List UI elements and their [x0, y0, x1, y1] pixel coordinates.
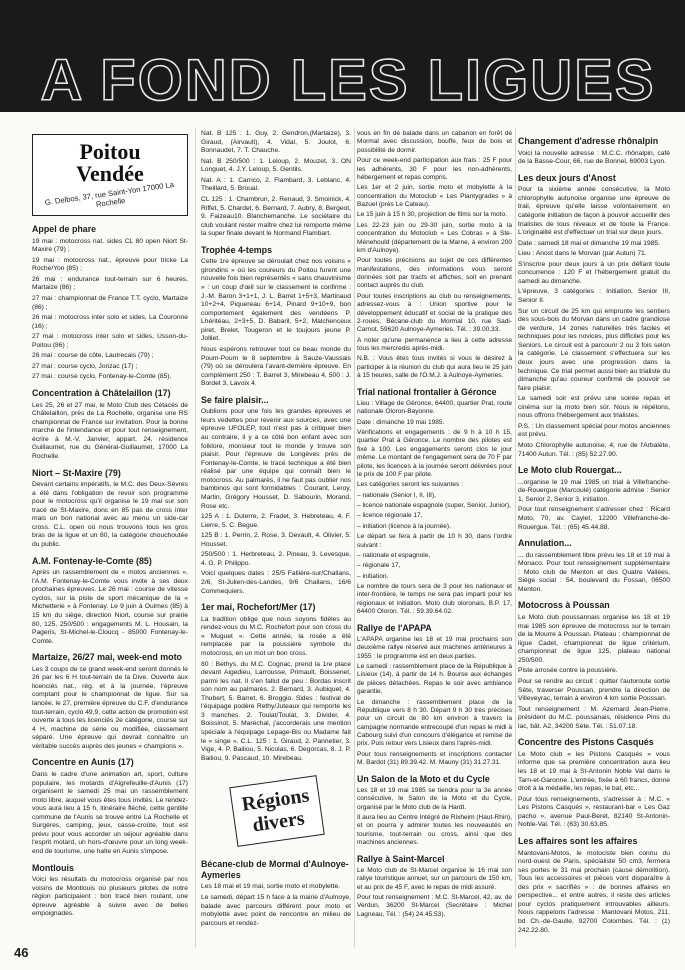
column-3-articles: [357, 130, 512, 919]
article-paragraph: ...organise le 19 mai 1985 un trial à Villefranche-de-Rouergue (Marcoulé) catégorie admise : Senior 1, Senior 2, Senior 3, initiation.: [518, 478, 670, 503]
article-paragraph: Le 15 juin à 15 h 30, projection de films sur la moto.: [357, 211, 507, 219]
article-paragraph: Devant certains impératifs, le M.C. des Deux-Sèvres a été dans l'obligation de revoir son programme pour le motocross qu'il organise le 19 mai sur son tracé de St-Maxire, donc en 85 pas de cross inter mais un bon national avec au menu un side-car cross. C.L. open où nous trouvons tous les gros bras de la ligue et un 80, la catégorie chouchoutée du public.: [32, 481, 188, 548]
article-paragraph: 125 A : 1. Duterre, 2. Fradet, 3. Hebreteau, 4. F. Lierre, 5. C. Begue.: [201, 513, 351, 529]
article-heading: Un Salon de la Moto et du Cycle: [357, 773, 490, 784]
article-paragraph: Le Moto club de St-Marcel organise le 16 mai son rallye touristique annuel, sur un parcours de 150 km, et au prix de 45 F, avec le repas de midi assuré.: [357, 866, 512, 891]
column-2-articles: [201, 245, 351, 764]
regions-line: divers: [251, 807, 306, 837]
article-paragraph: ... du rassemblement libre prévu les 18 et 19 mai à Monaco. Pour tout renseignement supplémentaire : Moto club de Menton et des Quatre Vallées, Siège social : 54, boulevard du Fossan, 06500 Menton.: [518, 551, 670, 593]
article-paragraph: – nationale (Senior I, II, III),: [357, 491, 436, 499]
column-divider: [515, 128, 516, 948]
article-paragraph: Les 3 coups de ce grand week-end seront donnés le 26 par les 6 H tout-terrain de la Dive. Ouverte aux licenciés nat., rég. et à la journée, l'épreuve comptant pour le championnat de ligue. Sur sa lancée, le 27, première épreuve du C.F. d'endurance tout-terrain, cyclo 49,9, cette action de promotion est ouverte à tous les licenciés 2e catégorie, course sur 4 H, machine de série ou modifiée, classement séparé. Une épreuve qui devrait connaître un véritable succès auprès des jeunes « champions ».: [32, 665, 188, 750]
article-paragraph: Le nombre de tours sera de 3 pour les nationaux et inter-frontière, le temps ne sera pas imparti pour les régionaux et initiation. Moto club oloronais, B.P. 17, 64400 Oloron. Tél. : 59.39.64.02.: [357, 583, 512, 616]
article-paragraph: Voici quelques dates : 25/5 Fallière-sur/Challans, 2/6, St-Julien-des-Landes, 9/6 Challans, 16/6 Commequiers.: [201, 570, 351, 595]
banner-title: A FOND LES LIGUES: [40, 48, 656, 112]
column-1-articles: [32, 224, 188, 919]
column-divider: [354, 128, 355, 948]
article-paragraph: Le samedi soir est prévu une soirée repas et cinéma sur la moto bien sûr. Nous le répétons, nous offrons l'hébergement aux trialistes.: [518, 395, 670, 420]
article-paragraph: 26 mai : course de côte, Lautrecais (79) ;: [32, 352, 154, 360]
article-paragraph: Les 1er et 2 juin, sortie moto et mobylette à la concentration du Motoclub « Les Plantygrades » à Bazuel (près Le Cateau).: [357, 184, 512, 208]
article-paragraph: vous en fin de balade dans un cabanon en forêt de Mormal avec discussion, bouffe, feux de bois et possibilité de dormir.: [357, 130, 512, 154]
article-paragraph: 26 mai : endurance tout-terrain sur 6 heures, Martaize (86) ;: [32, 275, 188, 292]
article-heading: 1er mai, Rochefort/Mer (17): [201, 602, 316, 613]
regions-line: Régions: [240, 784, 311, 816]
results-list: [201, 130, 351, 239]
article-paragraph: 19 mai : motocross nat. sides CL 80 open Niort St-Maxire (79) ;: [32, 237, 188, 254]
article-paragraph: Tout renseignement : M. Azemard Jean-Pierre, président du M.C. poussanais, résidence Pins du lac, bât. A2, 34200 Sète. Tél. : 51.07.18.: [518, 705, 670, 730]
column-1: [32, 130, 188, 921]
article-heading: Niort – St-Maxire (79): [32, 467, 121, 478]
article-paragraph: A noter qu'une permanence a lieu à cette adresse tous les mercredis après-midi.: [357, 336, 512, 352]
article-paragraph: Cette 1re épreuve se déroulait chez nos voisins « girondins » où les coureurs du Poitou furent une nouvelle fois bien représentés « sans chauvinisme » : un coup d'œil sur le classement le confirme : J.-M. Baron 3+1+1, J. L. Barret 1+5+3, Martinaud 10+2+4, Piquereau 6+14, Pinard 9+10+9, bon comportement également des vendéens P. Lhéritéau, 2+3+5, D. Babaril, 5+2, Malchenceux piret, Brelet, Tougeron et le toujours jeune P. Jolliet.: [201, 258, 351, 343]
column-4: [518, 130, 670, 937]
column-3: [357, 130, 512, 921]
article-paragraph: Moto Chlorophylle autunoise, 4, rue de l'Arbalète, 71400 Autun. Tél. : (85) 52.27.90.: [518, 442, 670, 458]
article-paragraph: Après un rassemblement de « motos anciennes », l'A.M. Fontenay-le-Comte vous invite à ses deux prochaines épreuves. Le 26 mai : course de vitesse cyclos, sur la piste de sport mécanique de la « Michetterie » à Fontenay. Le 9 juin à Oulmes (85) à 15 km du siège, direction Niort, course sur prairie 80, 125, 250/500 : engagements M. L. Housain, la Pageris, St-Michel-le-Cloucq - 85000 Fontenay-le-Comte.: [32, 569, 188, 645]
article-paragraph: N.B. : Vous êtes tous invités si vous le désirez à participer à la réunion du club qui aura lieu le 25 juin à 15 heures, salle de l'O.M.J. à Aulnoye-Aymeries.: [357, 355, 512, 380]
page-number: 46: [14, 945, 29, 960]
article-paragraph: Nat. A : 1. Carrico, 2. Flambard, 3. Leblanc, 4. Theillard, 5. Broual.: [201, 176, 351, 193]
region-title: Vendée: [76, 161, 144, 186]
article-paragraph: L'épreuve, 3 catégories : Initiation, Senior III, Senior II.: [518, 288, 670, 304]
article-paragraph: – licence nationale espagnole (super, Senior, Junior),: [357, 502, 511, 509]
article-heading: Motocross à Poussan: [518, 600, 610, 611]
article-paragraph: Piste arrosée contre la poussière.: [518, 667, 618, 675]
article-paragraph: 27 mai : motocross inter solo et sides, Usson-du-Poitou (86) ;: [32, 333, 188, 349]
article-heading: Trophée 4-temps: [201, 244, 273, 255]
article-paragraph: Vérifications et engagements : de 9 h à 10 h 15, quartier Prat à Géronce. Le nombre des pilotes est fixé à 100. Les engagements seront clos le jour même. Le montant de l'engagement sera de 70 F par pilote, les licences à la journée seront délivrées pour le prix de 100 F par pilote.: [357, 429, 512, 478]
article-heading: Trial national frontalier à Géronce: [357, 386, 497, 397]
article-paragraph: Nat. B 125 : 1. Guy, 2. Gendron,(Martaize), 3. Giraud, (Airvault), 4. Vidal, 5. Joulot, 6. Bonnaudet, 7. T. Chauche.: [201, 130, 351, 155]
article-paragraph: Oublions pour une fois les grandes épreuves et leurs vedettes pour revenir aux sources, avec une épreuve UFOLEP, tout n'est pas à critiquer bien au contraire, il y a ce côté bon enfant avec son folklore, monsieur tout le monde y trouve son plaisir. Pour l'épreuve de Longèves près de Fontenay-le-Comte, le tracé technique a été bien réalisé par une équipe qui connaît bien le motocross. Au palmarès, il ne faut pas oublier nos bambinos qui sont formidables : Courant, Leroy, Martin, Grégory Housset, D. Sabourin, Morand, Rose etc.: [201, 408, 351, 510]
article-paragraph: Voici les résultats du motocross organisé par nos voisins de Montlouis où plusieurs pilotes de notre région participaient : bon tracé bien roulant, une épreuve agréable à suivre avec de belles empoignades.: [32, 876, 188, 918]
article-heading: Annulation...: [518, 538, 572, 549]
article-paragraph: Les 18 et 19 mai 1985 se tiendra pour la 3e année consécutive, le Salon de la Moto et du Cycle, organisé par le Moto club de la Hardt.: [357, 786, 512, 811]
article-paragraph: Le Moto club poussannais organise les 18 et 19 mai 1985 son épreuve de motocross sur le terrain de la Mourre à Poussan. Plateau : championnat de ligue Cadet, championnat de ligue critérium, championnat de ligue 125, plateau national 250/500.: [518, 614, 670, 664]
article-paragraph: La tradition oblige que nous soyons fidèles au rendez-vous du M.C. Rochefort pour son cross du « Muguet ». Cette année, la rosée a été remplacée par la poussière symbole du motocross, en un mot un bon cross.: [201, 615, 351, 657]
region-title: Poitou: [79, 139, 141, 164]
article-paragraph: Pour tous renseignements et inscriptions contacter M. Bardot (31) 89.39.42. M. Mauny (31) 31.27.31.: [357, 750, 512, 767]
article-paragraph: – licence régionale 17,: [357, 512, 423, 520]
article-heading: Changement d'adresse rhônalpin: [518, 136, 659, 146]
article-paragraph: 27 mai : course cyclo, Jonzac (17) ;: [32, 362, 138, 370]
article-paragraph: S'inscrire pour deux jours à un prix défiant toute concurrence : 120 F et l'hébergement gratuit du samedi au dimanche.: [518, 260, 670, 285]
article-paragraph: Pour ce week-end participation aux frais : 25 F pour les adhérents, 30 F pour les non-adhérents, hébergement et repas compris.: [357, 157, 512, 181]
column-divider: [195, 128, 196, 948]
article-paragraph: – régionale 17,: [357, 562, 401, 570]
article-paragraph: Sur un circuit de 25 km qui emprunte les sentiers des sous-bois du Morvan dans un cadre grandiose de verdure, 14 zones naturelles très faciles et techniques pour les novices, plus difficiles pour les Seniors. Le circuit est à parcourir 2 ou 3 fois selon la catégorie. Le classement s'effectuera sur les deux jours avec une progression dans la technique. Ce trial permet aussi bien au trialiste du dimanche qu'au coureur confirmé de pouvoir se faire plaisir.: [518, 307, 670, 392]
article-paragraph: Pour toutes inscriptions au club ou renseignements, adressez-vous à : Union sportive pour le développement éducatif et social de la pratique des 2-roues, Bécane-club du Mormal 10, rue Sadi-Carnot, 59620 Aulnoye-Aymeries. Tél. : 39.00.33.: [357, 292, 512, 334]
article-heading: Concentration à Châtelaillon (17): [32, 388, 171, 398]
article-paragraph: Lieu : Village de Géronce, 64400, quartier Prat, route nationale Oloron-Bayonne.: [357, 399, 512, 416]
article-paragraph: Pour tous renseignements, s'adresser à : M.C. « Les Pistons Casqués », restaurant-bar « Les Gaz pacho », avenue Paul-Beret, 82140 St-Antonin-Noble-Val. Tél. : (63) 30.63.85.: [518, 795, 670, 829]
article-paragraph: Date : dimanche 19 mai 1985.: [357, 418, 445, 426]
article-paragraph: Date : samedi 18 mai et dimanche 19 mai 1985.: [518, 239, 661, 247]
region-label-poitou-vendee: [32, 134, 188, 216]
article-paragraph: 27 mai : course cyclo, Fontenay-le-Comte (85).: [32, 373, 172, 381]
article-paragraph: Pour se rendre au circuit : quitter l'autoroute sortie Sète, traverser Poussan, prendre la direction de Villeveyrac, terrain à environ 4 km sortie Poussan.: [518, 677, 670, 703]
article-paragraph: Le dimanche : rassemblement place de la République vers 8 h 30. Départ 9 h 30 très précises pour un circuit de 80 km environ à travers la campagne normande entrecoupé d'un repas le midi à Cabourg suivi d'un concours d'élégance et remise de prix. Puis retour vers Lisieux dans l'après-midi.: [357, 698, 512, 748]
article-paragraph: 26 mai : motocross inter solo et sides, La Couronne (16) ;: [32, 314, 188, 330]
article-paragraph: L'APAPA organise les 18 et 19 mai prochains son deuxième rallye réservé aux machines antérieures à 1955 : le programme est en deux parties.: [357, 635, 512, 660]
article-heading: Concentre des Pistons Casqués: [518, 737, 654, 748]
article-heading: Se faire plaisir...: [201, 394, 269, 405]
article-paragraph: Pour toutes précisions au sujet de ces différentes manifestations, des informations vous seront données soit par tracts et affiches, soit en prenant contact auprès du club.: [357, 257, 512, 290]
article-paragraph: – initiation (licence à la journée).: [357, 522, 451, 530]
article-paragraph: CL 125 : 1. Chambrun, 2. Renaud, 3. Smoinick, 4. Riffet, 5. Chardet, 6. Bernard, 7. Aubry, 8. Bergeot, 9. Faizeau10. Blanchemanche. Le sociétaire du club voulant rester maître chez lui remporte même la super finale devant le Normand Flambart.: [201, 195, 351, 238]
regions-divers-label: [201, 781, 351, 849]
article-paragraph: Les catégories seront les suivantes :: [357, 481, 463, 489]
article-heading: Le Moto club Rouergat...: [518, 465, 622, 476]
article-heading: Rallye de l'APAPA: [357, 622, 432, 633]
article-heading: Concentre en Aunis (17): [32, 757, 134, 768]
article-paragraph: 27 mai : championnat de France T.T. cyclo, Martaize (86) ;: [32, 294, 188, 311]
article-paragraph: Pour tout renseignement : M.C. St-Marcel, 42, av. de Verdun, 36200 St-Marcel (Secrétaire : Michel Lagneau, Tél. : (54) 24.45.53).: [357, 894, 512, 918]
article-heading: Martaize, 26/27 mai, week-end moto: [32, 652, 182, 663]
article-paragraph: Les 25, 26 et 27 mai, le Moto Club des Cétacés de Châtelaillon, près de La Rochelle, organise une RS championnat de France sur invitation. Pour la bonne marche de l'intendance et pour tout renseignement, écrire à M.-V. Janvier, appart. 24, résidence Guillaumet, rue du Général-Guillaumet, 17000 La Rochelle.: [32, 401, 188, 460]
article-heading: Bécane-club de Mormal d'Aulnoye-Aymeries: [201, 859, 349, 880]
article-paragraph: Les 22-23 juin ou 29-30 juin, sortie moto à la concentration du Motoclub « Les Cobras » à Ste-Ménehould (département de la Marne, à environ 200 km d'Aulnoye).: [357, 221, 512, 254]
article-paragraph: P.S. : Un classement spécial pour motos anciennes est prévu.: [518, 422, 670, 439]
banner: [0, 0, 685, 112]
article-paragraph: Pour la sixième année consécutive, la Moto chlorophylle autunoise organise une épreuve de trail, épreuve qu'elle laisse volontairement en catégorie initiation de façon à pouvoir accueillir des trialistes de tous niveaux et de toute la France. L'originalité est d'effectuer un trial sur deux jours.: [518, 186, 670, 237]
article-paragraph: 125 B : 1. Perrin, 2. Rose, 3. Devault, 4. Olivier, 5. Housset.: [201, 532, 351, 548]
article-heading: Montlouis: [32, 862, 74, 873]
article-paragraph: – initiation.: [357, 572, 389, 580]
article-paragraph: Il aura lieu au Centre Intégré de Rixheim (Haut-Rhin), et on pourra y admirer toutes les nouveautés en tourisme, tout-terrain ou cross, ainsi que des machines anciennes.: [357, 814, 513, 847]
article-paragraph: Lieu : Anost dans le Morvan (par Autun) 71.: [518, 250, 647, 258]
article-heading: Appel de phare: [32, 224, 97, 234]
article-heading: Les affaires sont les affaires: [518, 835, 638, 846]
article-paragraph: Dans le cadre d'une animation art, sport, culture populaire, les motards d'Aigrefeuille-d'Aunis (17) organisent le samedi 25 mai un rassemblement moto libre, auquel vous êtes tous invités. Le rendez-vous aura lieu à 15 h, itinéraire fléché, cette gentille commune de l'Aunis se trouve entre La Rochelle et Surgères, camping, jeux, casse-croûte, tout est prévu pour vous accorder un séjour agréable dans l'esprit motard, un hors-d'œuvre pour un long week-end de tourisme, une halte en Aunis s'impose.: [32, 770, 188, 855]
column-2-articles-b: [201, 859, 351, 928]
article-paragraph: 80 : Bethys, du M.C. Cognac, prend la 1re place devant Aigedieu, Larrousse, Primault, Boissenet, parmi les nat. Il s'en fallut de peu : Bordas inscrit son nom au palmarès. 2. Bernard, 3. Aubiquet, 4. Thubert, 5. Barret, 6. Broggio. Sides : festival de l'équipage podère Rethy/Juteaux qui remporte les 3 manches. 2. Toulat/Toulat, 3. Divider, 4. Boissinot, 5. Maréchal, j'accorderais une mention spéciale à l'équipage Lepage-Bis ou Madame fait le « singe ». C.L. 125 : 1. Giraud, 2. Pannetier, 3. Vige, 4. P. Bailiou, 5. Nicolas, 6. Degorcas, 8. J. P. Bailiou, 9. Pascaud, 10. Mirebeau.: [201, 660, 351, 762]
article-heading: Rallye à Saint-Marcel: [357, 853, 445, 864]
article-paragraph: 19 mai : motocross nat., épreuve pour tricke La Roche/Yon (85) ;: [32, 256, 188, 273]
article-paragraph: Nat. B 250/500 : 1. Leloup, 2. Mouzet, 3. ON Longuet, 4. J.Y. Leloup, 5. Gentils.: [201, 157, 351, 174]
article-paragraph: Nous espérons retrouver tout ce beau monde du Poum-Poum le 8 septembre à Sauze-Vaussais (79) où se déroulera l'avant-dernière épreuve. En complément 250 : T. Barret 3, Mirebeau 4, 500 : J. Bordet 3, Lavoix 4.: [201, 345, 351, 388]
article-paragraph: Voici la nouvelle adresse : M.C.C. rhônalpin, café de la Basse-Cour, 66, rue de Bonnel, 69003 Lyon.: [518, 149, 670, 166]
article-heading: Les deux jours d'Anost: [518, 172, 616, 183]
article-paragraph: Le Moto club « les Pistons Casqués » vous informe que sa première concentration aura lieu les 18 et 19 mai à St-Antonin Noble Val dans le Tarn-et-Garonne. L'entrée, fixée à 60 francs, donne droit à la médaille, les repas, le bal, etc...: [518, 750, 670, 793]
article-paragraph: 250/500 : 1. Herbreteau, 2. Pineau, 3. Levesque, 4. G. P. Philippo.: [201, 551, 351, 567]
article-paragraph: Le samedi, départ 15 h face à la mairie d'Aulnoye, balade avec parcours différent pour moto et mobylette avec point de rencontre en milieu de parcours et rendez-: [201, 893, 351, 927]
article-paragraph: Mantovani-Motos, le motociste bien connu du nord-ouest de Paris, spécialiste 50 cm3, fermera ses portes le 31 mai prochain (cause démolition). Tous les accessoires et pièces vont disparaître à des prix « sacrifiés » : de bonnes affaires en perspective... et entre autres, il reste des articles pour cyclos pratiquement introuvables ailleurs. Nous rappelons l'adresse : Mantovani Motos, 211, bd Ch.-de-Gaulle, 92700 Colombes. Tél. : (1) 242.22.80.: [518, 849, 670, 934]
article-heading: A.M. Fontenay-le-Comte (85): [32, 555, 152, 566]
article-paragraph: – nationale et espagnole,: [357, 551, 431, 559]
article-paragraph: Le départ se fera à partir de 10 h 30, dans l'ordre suivant :: [357, 533, 512, 549]
column-2: [201, 130, 351, 930]
region-address: G. Delbos, 37, rue Saint-Yon 17000 La Rochelle: [44, 180, 175, 209]
column-4-articles: [518, 136, 670, 935]
article-paragraph: Les 18 mai et 19 mai, sortie moto et mobylette.: [201, 883, 341, 891]
article-paragraph: Pour tout renseignement s'adresser chez : Ricard Moto, 70, av. Caylet, 12200 Villefranche-de-Rouergue. Tél. : (65) 45.44.88.: [518, 506, 670, 531]
article-paragraph: Le samedi : rassemblement place de la République à Lisieux (14), à partir de 14 h. Bourse aux échanges de pièces détachées. Repas le soir avec ambiance garantie.: [357, 663, 512, 696]
